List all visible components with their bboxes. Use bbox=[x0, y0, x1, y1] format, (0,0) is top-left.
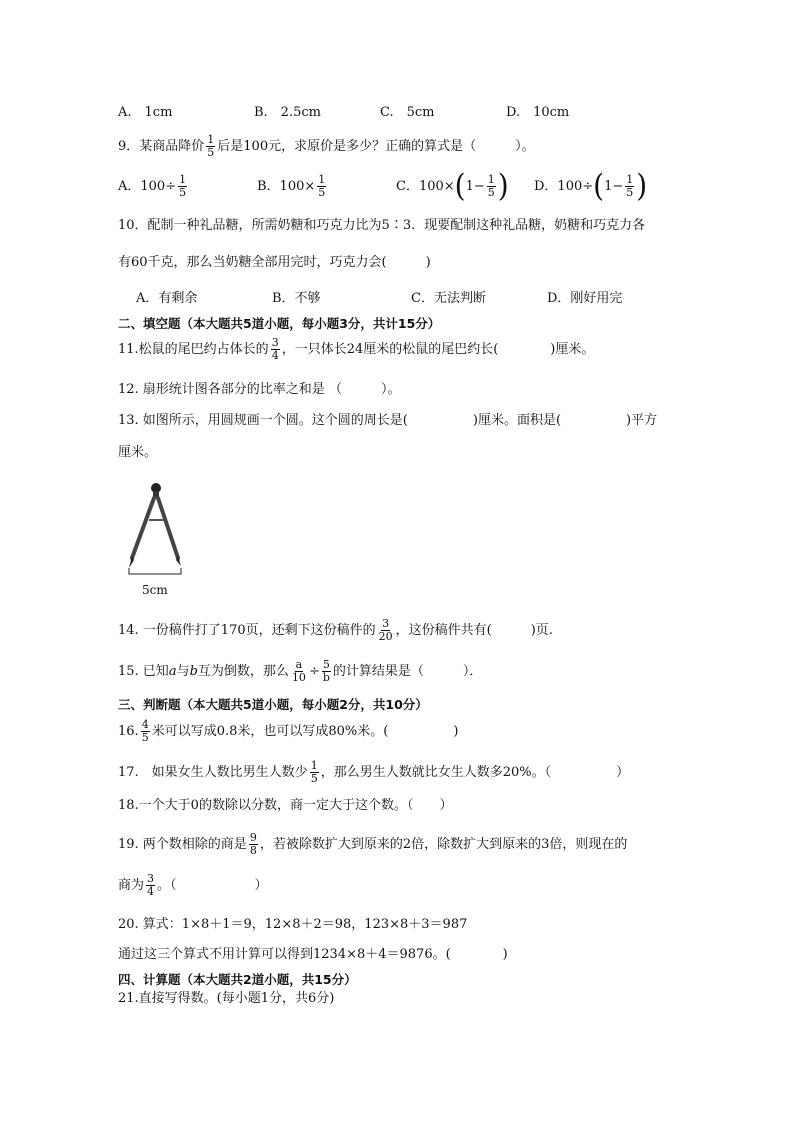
q9-option-a: A．100÷ $\frac{1}{5}$ bbox=[118, 173, 187, 199]
q9-option-c: C．100× ( 1− $\frac{1}{5}$ ) bbox=[396, 167, 509, 204]
question-15: 15. 已知 a 与 b 互为倒数，那么 $\frac{a}{10}$ ÷ $\frac{5}{b}$ 的计算结果是（ ）． bbox=[118, 658, 483, 684]
q10-option-c: C．无法判断 bbox=[411, 291, 486, 306]
q10-option-a: A．有剩余 bbox=[136, 291, 198, 306]
question-14: 14. 一份稿件打了170页，还剩下这份稿件的 $\frac{3}{20}$ ，这份稿件共有( )页. bbox=[118, 617, 553, 643]
q13-line2: 厘米。 bbox=[118, 445, 158, 460]
q9-prefix: 9．某商品降价 bbox=[118, 138, 205, 154]
q13-line1: 13. 如图所示，用圆规画一个圆。这个圆的周长是( )厘米。面积是( )平方 bbox=[118, 413, 658, 428]
q8-option-a: A. 1cm bbox=[118, 105, 173, 120]
q10-option-d: D．刚好用完 bbox=[547, 291, 623, 306]
question-12: 12. 扇形统计图各部分的比率之和是 （ ）。 bbox=[118, 382, 401, 397]
question-16: 16. $\frac{4}{5}$ 米可以写成0.8米，也可以写成80%米。( ) bbox=[118, 718, 459, 744]
q8-option-b: B. 2.5cm bbox=[254, 105, 321, 120]
q20-line2: 通过这三个算式不用计算可以得到1234×8＋4＝9876。( ) bbox=[118, 947, 508, 962]
q9-suffix: 后是100元，求原价是多少？正确的算式是（ ）。 bbox=[217, 138, 535, 154]
q9-option-d: D．100÷ ( 1− $\frac{1}{5}$ ) bbox=[534, 167, 648, 204]
q10-line1: 10．配制一种礼品糖，所需奶糖和巧克力比为5∶3．现要配制这种礼品糖，奶糖和巧克力各 bbox=[118, 218, 646, 233]
section-3-heading: 三、判断题（本大题共5道小题，每小题2分，共10分） bbox=[118, 697, 428, 712]
q10-line2: 有60千克，那么当奶糖全部用完时，巧克力会( ) bbox=[118, 255, 431, 270]
compass-icon bbox=[129, 483, 181, 568]
question-17: 17. 如果女生人数比男生人数少 $\frac{1}{5}$ ，那么男生人数就比女生人数多20%。（ ） bbox=[118, 759, 630, 785]
q19-line1: 19. 两个数相除的商是 $\frac{9}{8}$ ，若被除数扩大到原来的2倍，除数扩大到原来的3倍，则现在的 bbox=[118, 831, 628, 857]
section-4-heading: 四、计算题（本大题共2道小题，共15分） bbox=[118, 972, 357, 987]
question-18: 18.一个大于0的数除以分数，商一定大于这个数。（ ） bbox=[118, 798, 453, 813]
q8-option-d: D. 10cm bbox=[506, 105, 570, 120]
q9-option-b: B．100× $\frac{1}{5}$ bbox=[257, 173, 326, 199]
question-9 bbox=[118, 134, 535, 158]
q10-option-b: B．不够 bbox=[272, 291, 321, 306]
section-2-heading: 二、填空题（本大题共5道小题，每小题3分，共计15分） bbox=[118, 316, 441, 331]
question-21: 21.直接写得数。(每小题1分，共6分) bbox=[118, 991, 335, 1006]
q8-option-c: C. 5cm bbox=[380, 105, 435, 120]
compass-label: 5cm bbox=[142, 583, 168, 597]
compass-figure bbox=[120, 478, 190, 598]
q9-fraction: $\frac{1}{5}$ bbox=[207, 133, 215, 159]
q19-line2: 商为 $\frac{3}{4}$ 。（ ） bbox=[118, 872, 268, 898]
q20-line1: 20. 算式：1×8＋1＝9，12×8＋2＝98，123×8＋3＝987 bbox=[118, 917, 468, 932]
question-11: 11.松鼠的尾巴约占体长的 $\frac{3}{4}$ ，一只体长24厘米的松鼠的尾巴约长( )厘米。 bbox=[118, 336, 595, 362]
